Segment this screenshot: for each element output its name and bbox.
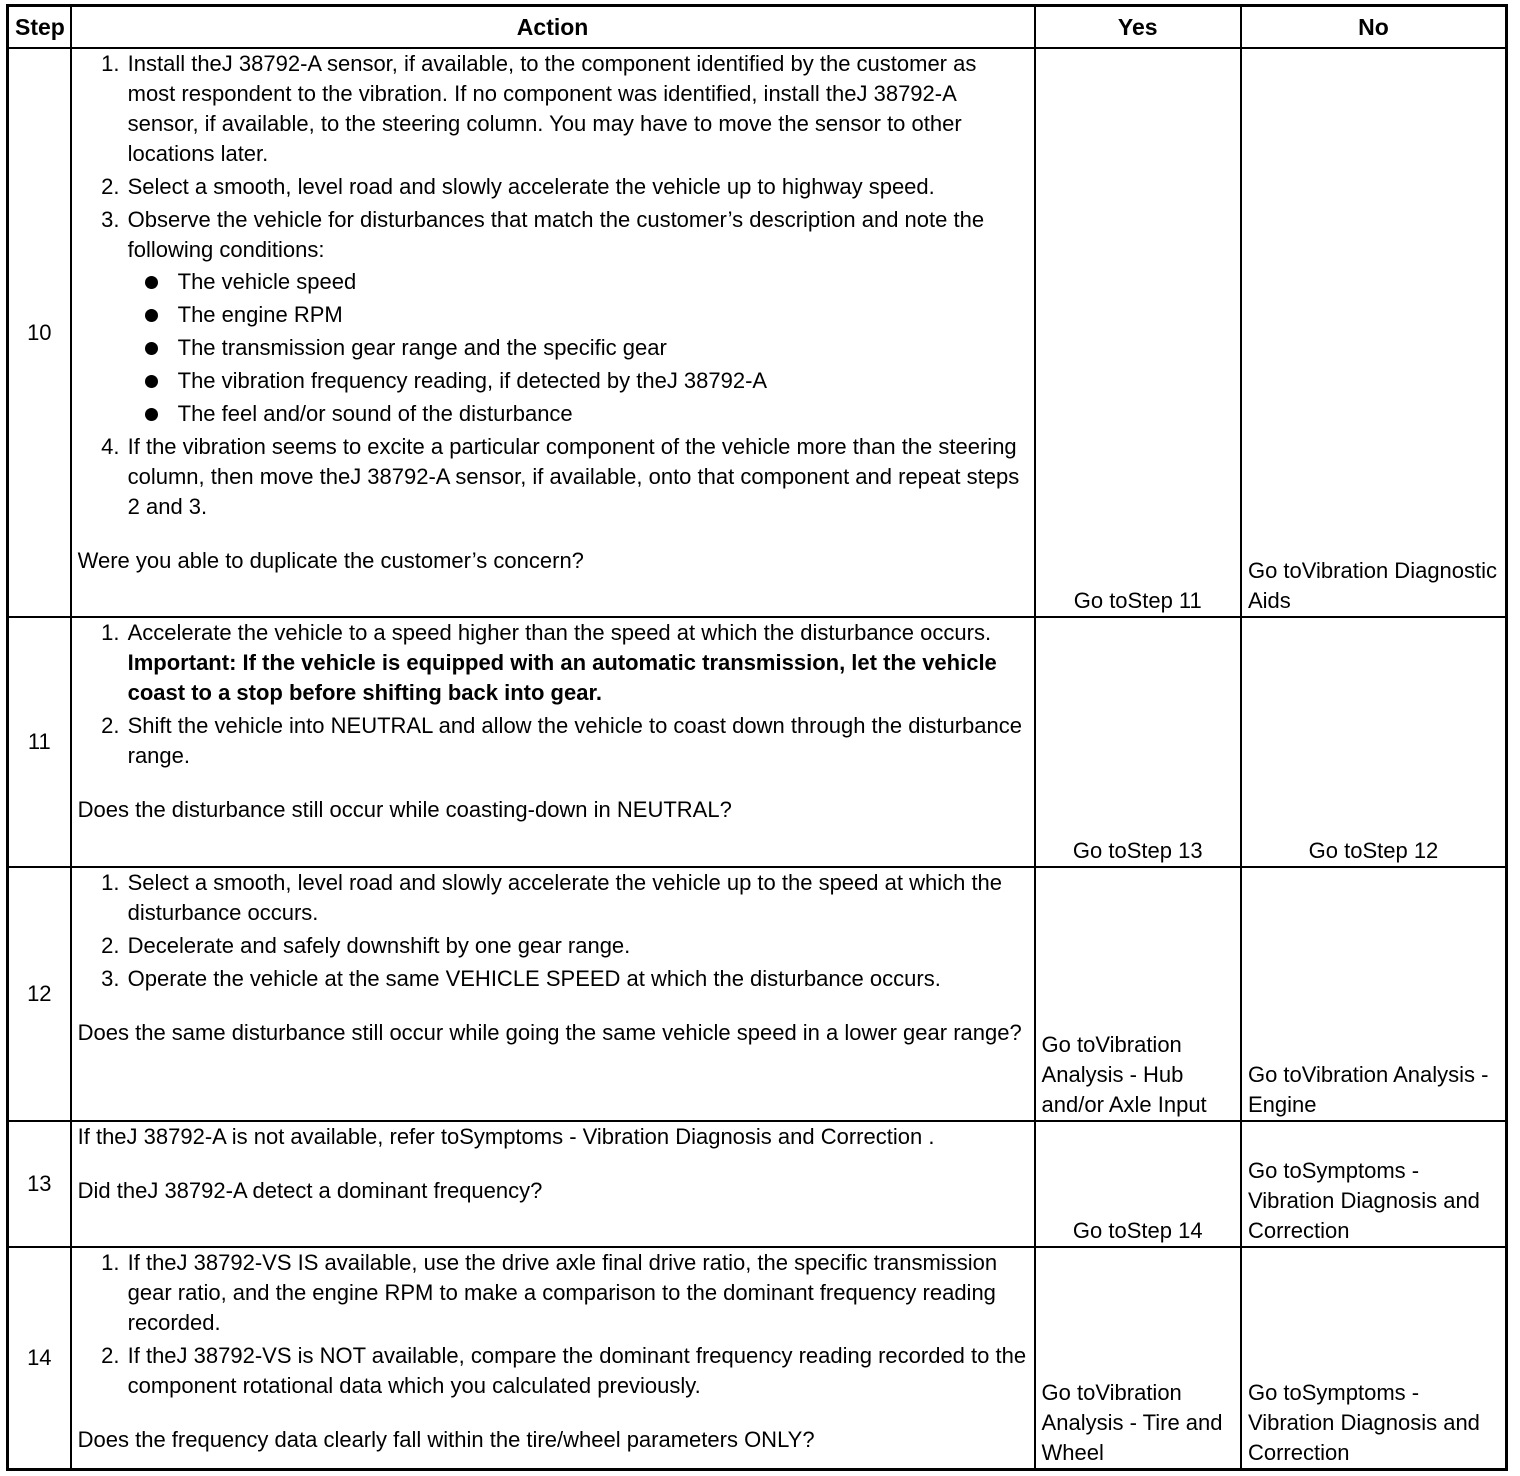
no-link[interactable]: Go toVibration Analysis - Engine	[1241, 867, 1507, 1121]
action-step	[126, 618, 1028, 708]
no-link[interactable]: Go toVibration Diagnostic Aids	[1241, 48, 1507, 617]
action-step: 2. If theJ 38792-VS is NOT available, compare the dominant frequency reading recorded to the component rotational data which you calculated previously.	[126, 1341, 1028, 1401]
action-steps	[78, 1248, 1028, 1401]
action-step-text: Accelerate the vehicle to a speed higher than the speed at which the disturbance occurs.	[127, 620, 992, 645]
bullet-icon	[145, 342, 158, 355]
action-cell	[71, 48, 1035, 617]
header-action: Action	[71, 6, 1035, 49]
bullet-icon	[145, 309, 158, 322]
condition-text: The vehicle speed	[177, 269, 357, 294]
condition-list	[128, 267, 1028, 429]
action-step: 1. If theJ 38792-VS IS available, use the drive axle final drive ratio, the specific transmission gear ratio, and the engine RPM to make a comparison to the dominant frequency reading recorded.	[126, 1248, 1028, 1338]
step-number: 11	[8, 617, 71, 867]
table-row	[8, 1247, 1507, 1469]
question-text: Were you able to duplicate the customer’s concern?	[77, 548, 584, 573]
important-note: Important: If the vehicle is equipped with an automatic transmission, let the vehicle coast to a stop before shifting back into gear.	[127, 650, 997, 705]
action-step: 2. Select a smooth, level road and slowly accelerate the vehicle up to highway speed.	[126, 172, 1028, 202]
question-text: Does the disturbance still occur while coasting-down in NEUTRAL?	[77, 797, 732, 822]
question-text: Does the frequency data clearly fall within the tire/wheel parameters ONLY?	[77, 1427, 815, 1452]
yes-link[interactable]: Go toStep 11	[1035, 48, 1241, 617]
action-step: 1. Select a smooth, level road and slowly accelerate the vehicle up to the speed at which the disturbance occurs.	[126, 868, 1028, 928]
yes-link[interactable]: Go toVibration Analysis - Hub and/or Axle Input	[1035, 867, 1241, 1121]
action-steps	[78, 868, 1028, 994]
header-no: No	[1241, 6, 1507, 49]
table-row	[8, 48, 1507, 617]
action-step	[126, 205, 1028, 429]
condition-text: The vibration frequency reading, if detected by theJ 38792-A	[177, 368, 768, 393]
table-row	[8, 617, 1507, 867]
step-number: 10	[8, 48, 71, 617]
question-text: Does the same disturbance still occur while going the same vehicle speed in a lower gear range?	[77, 1020, 1022, 1045]
condition-item	[178, 267, 1028, 297]
action-step-text: Observe the vehicle for disturbances that match the customer’s description and note the following conditions:	[127, 207, 985, 262]
step-number: 14	[8, 1247, 71, 1469]
step-number: 13	[8, 1121, 71, 1247]
action-cell	[71, 1247, 1035, 1469]
header-step: Step	[8, 6, 71, 49]
bullet-icon	[145, 375, 158, 388]
diagnostic-table	[6, 4, 1508, 1471]
step-number: 12	[8, 867, 71, 1121]
action-steps	[78, 49, 1028, 522]
action-cell	[71, 1121, 1035, 1247]
table-row	[8, 867, 1507, 1121]
action-steps	[78, 618, 1028, 771]
condition-item	[178, 366, 1028, 396]
no-link[interactable]: Go toStep 12	[1241, 617, 1507, 867]
action-step: 4. If the vibration seems to excite a particular component of the vehicle more than the steering column, then move theJ 38792-A sensor, if available, onto that component and repeat steps 2 and 3.	[126, 432, 1028, 522]
action-cell	[71, 617, 1035, 867]
bullet-icon	[145, 276, 158, 289]
condition-text: The transmission gear range and the specific gear	[177, 335, 667, 360]
bullet-icon	[145, 408, 158, 421]
question-text: Did theJ 38792-A detect a dominant frequency?	[77, 1178, 543, 1203]
condition-item	[178, 300, 1028, 330]
condition-text: The engine RPM	[177, 302, 343, 327]
action-text: If theJ 38792-A is not available, refer toSymptoms - Vibration Diagnosis and Correction .	[77, 1124, 935, 1149]
condition-item	[178, 399, 1028, 429]
action-cell	[71, 867, 1035, 1121]
header-yes: Yes	[1035, 6, 1241, 49]
table-row	[8, 1121, 1507, 1247]
action-step: 3. Operate the vehicle at the same VEHICLE SPEED at which the disturbance occurs.	[126, 964, 1028, 994]
no-link[interactable]: Go toSymptoms - Vibration Diagnosis and Correction	[1241, 1247, 1507, 1469]
action-step: 1. Install theJ 38792-A sensor, if available, to the component identified by the customer as most respondent to the vibration. If no component was identified, install theJ 38792-A sensor, if available, to the steering column. You may have to move the sensor to other locations later.	[126, 49, 1028, 169]
condition-item	[178, 333, 1028, 363]
condition-text: The feel and/or sound of the disturbance	[177, 401, 573, 426]
yes-link[interactable]: Go toVibration Analysis - Tire and Wheel	[1035, 1247, 1241, 1469]
action-step: 2. Decelerate and safely downshift by one gear range.	[126, 931, 1028, 961]
no-link[interactable]: Go toSymptoms - Vibration Diagnosis and Correction	[1241, 1121, 1507, 1247]
yes-link[interactable]: Go toStep 14	[1035, 1121, 1241, 1247]
action-step: 2. Shift the vehicle into NEUTRAL and allow the vehicle to coast down through the disturbance range.	[126, 711, 1028, 771]
header-row	[8, 6, 1507, 49]
yes-link[interactable]: Go toStep 13	[1035, 617, 1241, 867]
